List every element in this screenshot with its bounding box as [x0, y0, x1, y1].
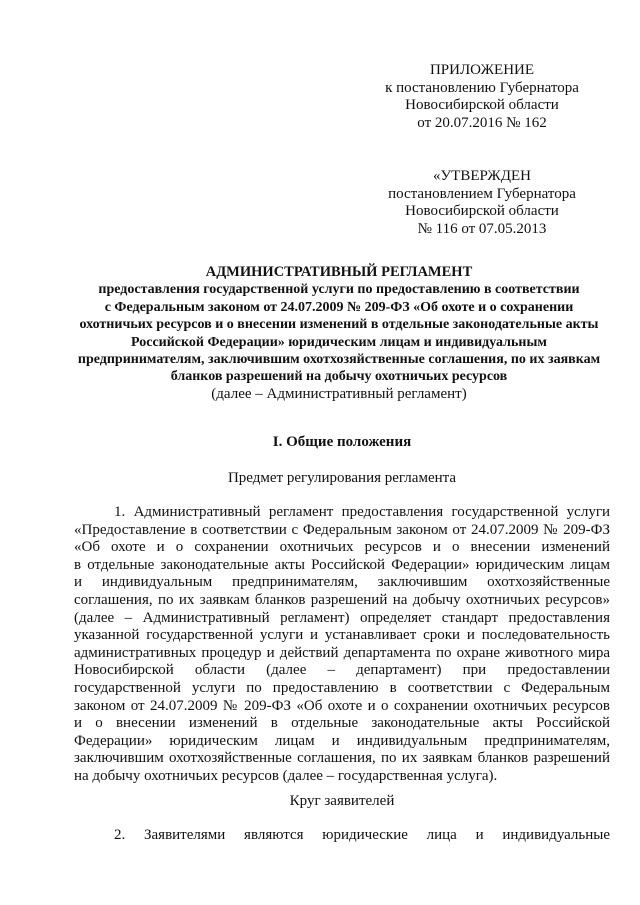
appendix-block: [382, 62, 582, 132]
approved-line: «УТВЕРЖДЕН: [433, 168, 531, 184]
section-heading: I. Общие положения: [272, 434, 412, 450]
paragraph-line: в отдельные законодательные акты Российской Федерации» юридическим лицам: [74, 556, 610, 573]
paragraph-line: «Предоставление в соответствии с Федеральным законом от 24.07.2009 № 209-ФЗ: [74, 521, 610, 538]
appendix-line: Новосибирской области: [405, 97, 559, 114]
appendix-line: от 20.07.2016 № 162: [417, 114, 547, 131]
paragraph-line: законом от 24.07.2009 № 209-ФЗ «Об охоте и о сохранении охотничьих ресурсов: [74, 697, 610, 714]
paragraph-line: Новосибирской области (далее – департамент) при предоставлении: [74, 662, 610, 679]
paragraph-2: [74, 827, 610, 845]
appendix-line: ПРИЛОЖЕНИЕ: [429, 62, 535, 78]
approved-block: [382, 168, 582, 238]
paragraph-1: [74, 504, 610, 786]
paragraph-line: указанной государственной услуги и устанавливает сроки и последовательность: [74, 627, 610, 644]
approved-line: № 116 от 07.05.2013: [417, 220, 547, 237]
subheading-applicants: Круг заявителей: [289, 793, 395, 809]
paragraph-line: на добычу охотничьих ресурсов (далее – государственная услуга).: [74, 767, 498, 784]
document-title: АДМИНИСТРАТИВНЫЙ РЕГЛАМЕНТ: [205, 264, 473, 280]
title-note: (далее – Административный регламент): [211, 385, 467, 402]
title-line: предпринимателям, заключившим охотхозяйственные соглашения, по их заявкам: [77, 352, 601, 368]
appendix-line: к постановлению Губернатора: [385, 79, 579, 96]
paragraph-line: 1. Административный регламент предоставления государственной услуги: [114, 504, 610, 520]
title-line: бланков разрешений на добычу охотничьих ресурсов: [170, 369, 508, 385]
paragraph-line: 2. Заявителями являются юридические лица и индивидуальные: [114, 827, 610, 843]
paragraph-line: и о внесении изменений в отдельные законодательные акты Российской: [74, 715, 610, 732]
title-line: с Федеральным законом от 24.07.2009 № 209-ФЗ «Об охоте и о сохранении: [104, 299, 574, 315]
regulation-title-block: [74, 264, 604, 403]
paragraph-line: и индивидуальным предпринимателям, заключившим охотхозяйственные: [74, 574, 610, 591]
paragraph-line: Федерации» юридическим лицам и индивидуальным предпринимателям,: [74, 732, 610, 749]
paragraph-line: административных процедур и действий департамента по охране животного мира: [74, 644, 610, 661]
approved-line: Новосибирской области: [405, 203, 559, 220]
paragraph-line: государственной услуги по предоставлению в соответствии с Федеральным: [74, 679, 610, 696]
paragraph-line: (далее – Административный регламент) определяет стандарт предоставления: [74, 609, 610, 626]
subheading-subject: Предмет регулирования регламента: [227, 470, 457, 486]
paragraph-line: «Об охоте и о сохранении охотничьих ресурсов и о внесении изменений: [74, 539, 610, 556]
approved-line: постановлением Губернатора: [388, 185, 576, 202]
title-line: предоставления государственной услуги по предоставлению в соответствии: [98, 282, 580, 298]
title-line: Российской Федерации» юридическим лицам и индивидуальным: [131, 334, 547, 350]
paragraph-line: заключившим охотхозяйственные соглашения, по их заявкам бланков разрешений: [74, 750, 610, 767]
title-line: охотничьих ресурсов и о внесении изменений в отдельные законодательные акты: [79, 317, 599, 333]
paragraph-line: соглашения, по их заявкам бланков разрешений на добычу охотничьих ресурсов»: [74, 591, 610, 608]
